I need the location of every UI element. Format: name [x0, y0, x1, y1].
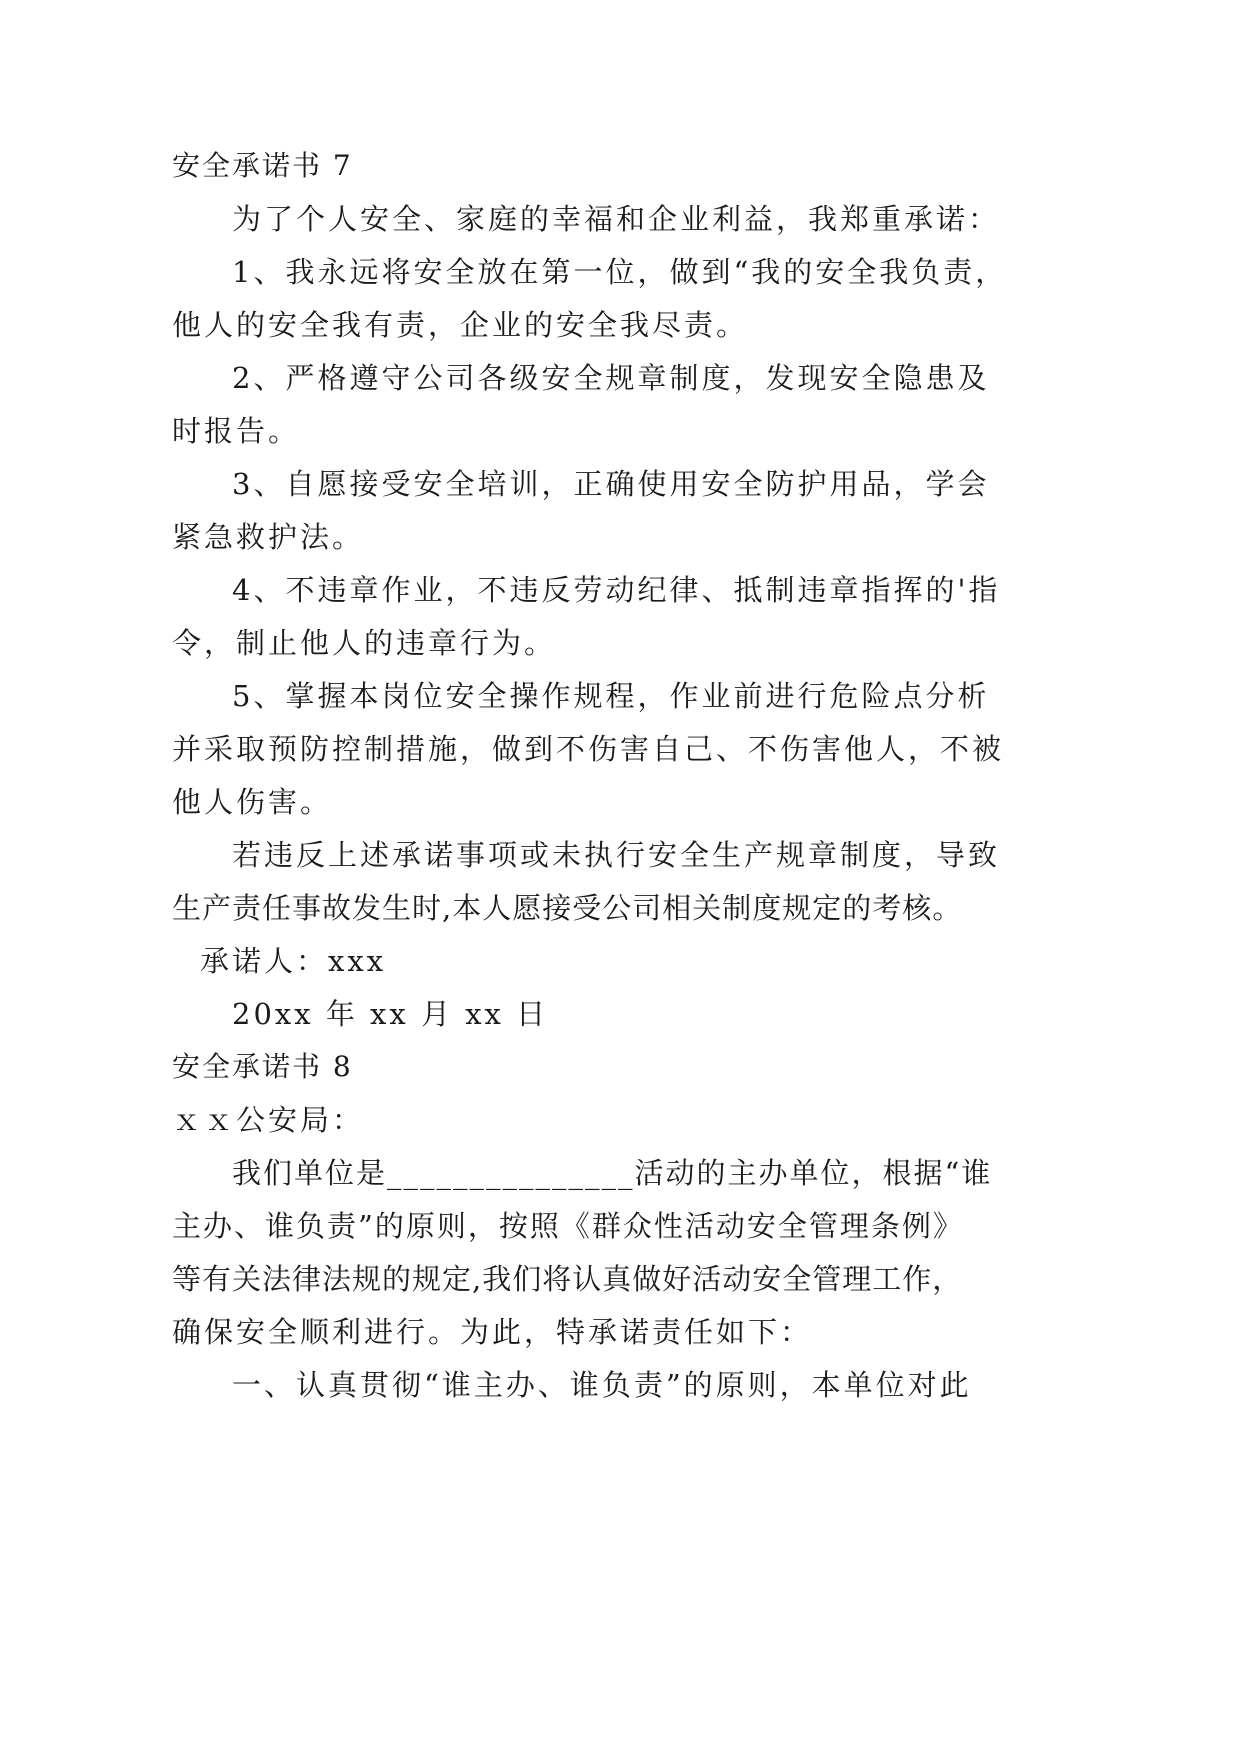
doc7-item2-line1: 2、严格遵守公司各级安全规章制度，发现安全隐患及 [232, 361, 990, 395]
doc8-para1-line2: 主办、谁负责”的原则，按照《群众性活动安全管理条例》 [172, 1209, 964, 1243]
doc7-intro: 为了个人安全、家庭的幸福和企业利益，我郑重承诺： [232, 202, 1001, 236]
doc7-item5-line3: 他人伤害。 [172, 785, 333, 819]
doc7-item4-line1: 4、不违章作业，不违反劳动纪律、抵制违章指挥的'指 [232, 573, 1001, 607]
doc8-para1-line1: 我们单位是_______________活动的主办单位，根据“谁 [232, 1156, 993, 1190]
doc7-item2-line2: 时报告。 [172, 414, 301, 448]
doc8-para1-line3: 等有关法律法规的规定,我们将认真做好活动安全管理工作， [172, 1262, 963, 1296]
doc7-closing-line1: 若违反上述承诺事项或未执行安全生产规章制度，导致 [232, 838, 1001, 872]
doc7-item4-line2: 令，制止他人的违章行为。 [172, 626, 557, 660]
doc7-date: 20xx 年 xx 月 xx 日 [232, 997, 549, 1031]
doc8-addressee: ｘｘ公安局： [172, 1103, 365, 1137]
doc7-closing-line2: 生产责任事故发生时,本人愿接受公司相关制度规定的考核。 [172, 891, 963, 925]
doc8-para1-line4: 确保安全顺利进行。为此，特承诺责任如下： [172, 1315, 813, 1349]
doc7-item1-line2: 他人的安全我有责，企业的安全我尽责。 [172, 308, 749, 342]
doc7-item1-line1: 1、我永远将安全放在第一位，做到“我的安全我负责， [232, 255, 1008, 289]
doc8-para2-line1: 一、认真贯彻“谁主办、谁负责”的原则，本单位对此 [232, 1368, 972, 1402]
doc7-title: 安全承诺书 7 [172, 149, 353, 182]
doc7-item3-line2: 紧急救护法。 [172, 520, 365, 554]
doc7-item5-line1: 5、掌握本岗位安全操作规程，作业前进行危险点分析 [232, 679, 990, 713]
doc7-signer: 承诺人：xxx [200, 944, 387, 978]
doc8-title: 安全承诺书 8 [172, 1050, 353, 1083]
doc7-item5-line2: 并采取预防控制措施，做到不伤害自己、不伤害他人，不被 [172, 732, 1005, 766]
doc7-item3-line1: 3、自愿接受安全培训，正确使用安全防护用品，学会 [232, 467, 990, 501]
